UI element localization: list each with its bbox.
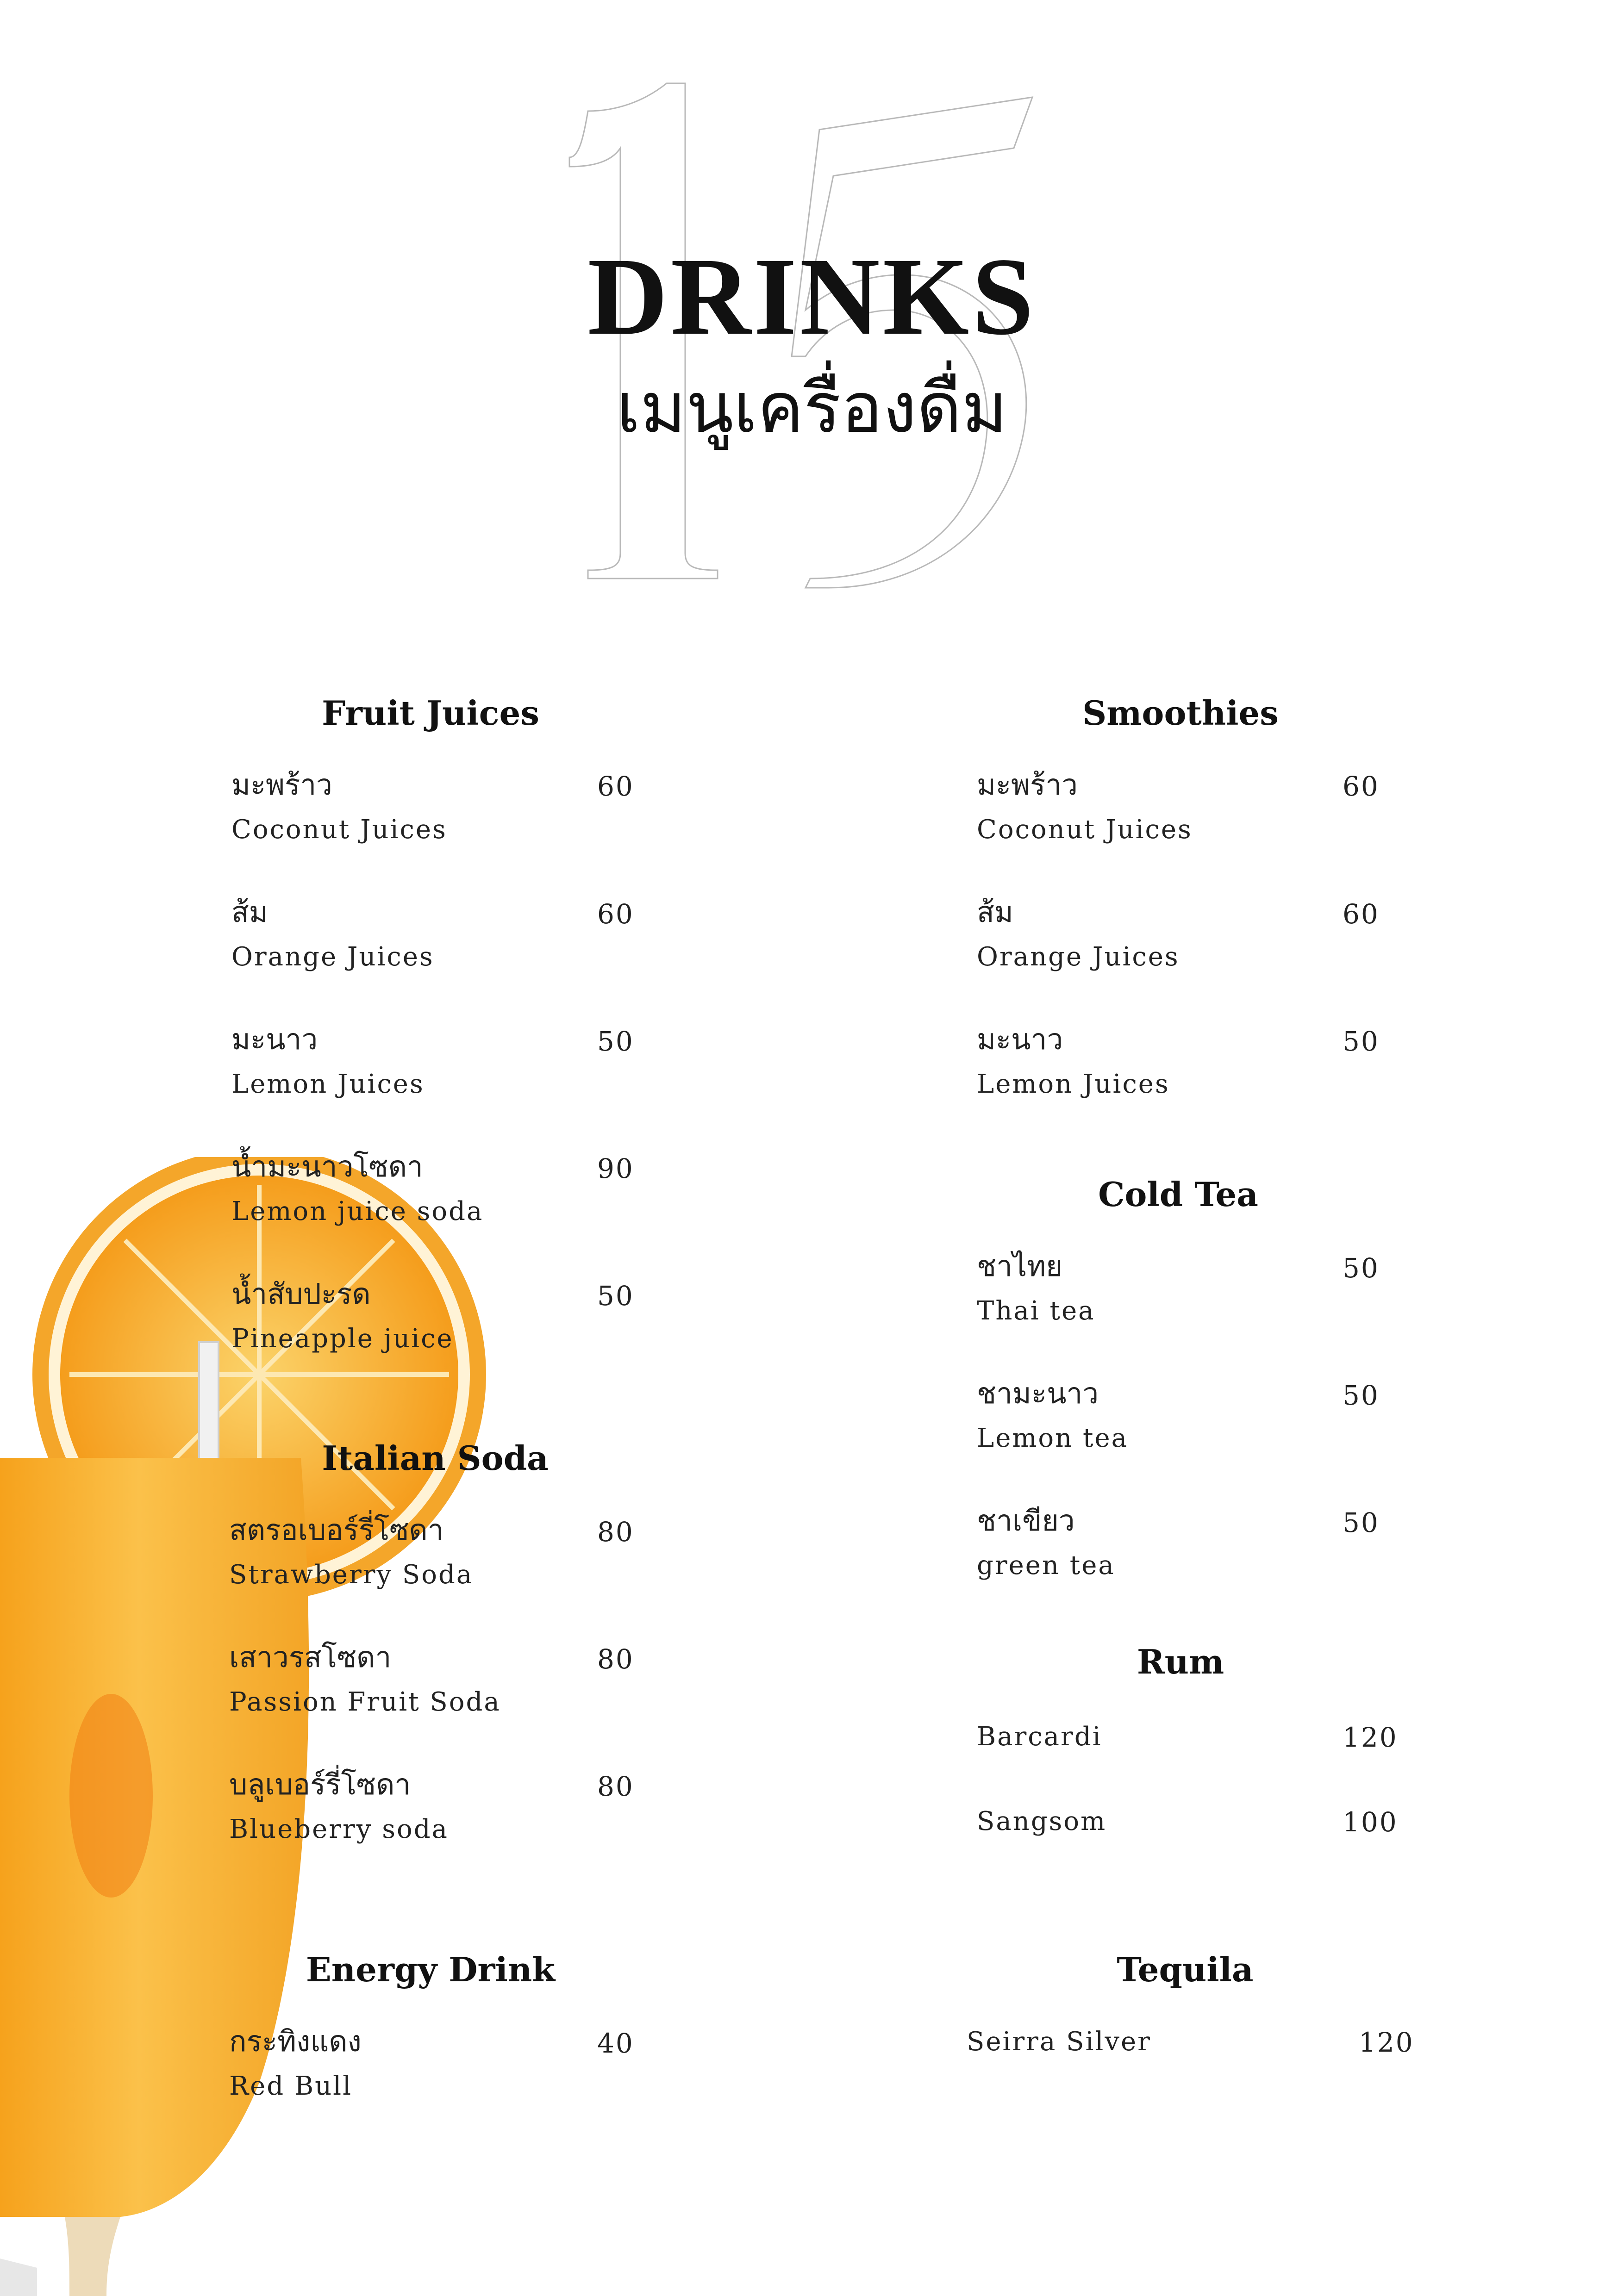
menu-item-english: Blueberry soda [229, 1814, 449, 1844]
menu-item-thai: สตรอเบอร์รี่โซดา [229, 1513, 444, 1547]
category-italian-soda: Italian Soda [322, 1438, 549, 1478]
menu-item-thai: ชาเขียว [977, 1504, 1075, 1537]
menu-item-thai: น้ำสับปะรด [231, 1277, 371, 1311]
menu-item-price: 60 [597, 771, 634, 802]
menu-item-thai: ส้ม [231, 895, 268, 929]
category-fruit-juices: Fruit Juices [322, 693, 539, 733]
menu-item-price: 60 [1343, 898, 1380, 930]
menu-item-price: 50 [1343, 1026, 1380, 1057]
menu-item-thai: มะนาว [231, 1022, 318, 1056]
menu-item-price: 50 [597, 1280, 634, 1312]
menu-item-thai: ชาไทย [977, 1249, 1063, 1283]
menu-item-price: 60 [597, 898, 634, 930]
menu-item-english: Thai tea [977, 1296, 1095, 1326]
page-subtitle-thai: เมนูเครื่องดื่ม [616, 368, 1008, 448]
menu-item-english: Orange Juices [977, 942, 1180, 972]
category-energy-drink: Energy Drink [306, 1950, 556, 1989]
category-smoothies: Smoothies [1082, 693, 1279, 733]
menu-item-english: Barcardi [977, 1722, 1102, 1752]
menu-item-price: 50 [1343, 1507, 1380, 1538]
menu-item-thai: ส้ม [977, 895, 1013, 929]
menu-item-price: 80 [597, 1516, 634, 1548]
menu-item-price: 50 [597, 1026, 634, 1057]
category-tequila: Tequila [1117, 1950, 1254, 1989]
menu-item-thai: เสาวรสโซดา [229, 1640, 392, 1674]
menu-item-english: Lemon Juices [231, 1069, 425, 1099]
menu-item-english: Pineapple juice [231, 1324, 454, 1354]
menu-item-thai: มะนาว [977, 1022, 1063, 1056]
menu-item-english: Lemon juice soda [231, 1196, 484, 1226]
menu-item-english: Coconut Juices [231, 815, 447, 845]
menu-item-price: 80 [597, 1643, 634, 1675]
menu-item-english: Sangsom [977, 1806, 1107, 1836]
menu-item-thai: มะพร้าว [231, 768, 332, 802]
menu-item-english: Passion Fruit Soda [229, 1687, 501, 1717]
menu-item-price: 50 [1343, 1252, 1380, 1284]
menu-item-price: 120 [1359, 2027, 1414, 2058]
menu-item-price: 80 [597, 1771, 634, 1802]
menu-item-english: Coconut Juices [977, 815, 1193, 845]
menu-item-price: 60 [1343, 771, 1380, 802]
menu-item-english: Seirra Silver [967, 2027, 1151, 2057]
menu-item-price: 90 [597, 1153, 634, 1184]
menu-item-english: Lemon tea [977, 1423, 1129, 1453]
menu-item-english: Strawberry Soda [229, 1560, 474, 1590]
category-cold-tea: Cold Tea [1098, 1175, 1258, 1214]
menu-item-thai: น้ำมะนาวโซดา [231, 1150, 423, 1183]
menu-item-thai: มะพร้าว [977, 768, 1078, 802]
menu-item-english: Lemon Juices [977, 1069, 1170, 1099]
menu-item-thai: บลูเบอร์รี่โซดา [229, 1767, 411, 1801]
menu-item-thai: กระทิงแดง [229, 2024, 362, 2058]
menu-item-price: 40 [597, 2028, 634, 2059]
category-rum: Rum [1137, 1642, 1224, 1681]
menu-item-price: 120 [1343, 1722, 1398, 1753]
menu-item-english: Red Bull [229, 2071, 352, 2101]
menu-item-english: Orange Juices [231, 942, 434, 972]
menu-item-price: 100 [1343, 1806, 1398, 1838]
page-title: DRINKS [587, 235, 1037, 358]
menu-item-price: 50 [1343, 1380, 1380, 1411]
menu-item-english: green tea [977, 1550, 1115, 1580]
menu-item-thai: ชามะนาว [977, 1376, 1099, 1410]
